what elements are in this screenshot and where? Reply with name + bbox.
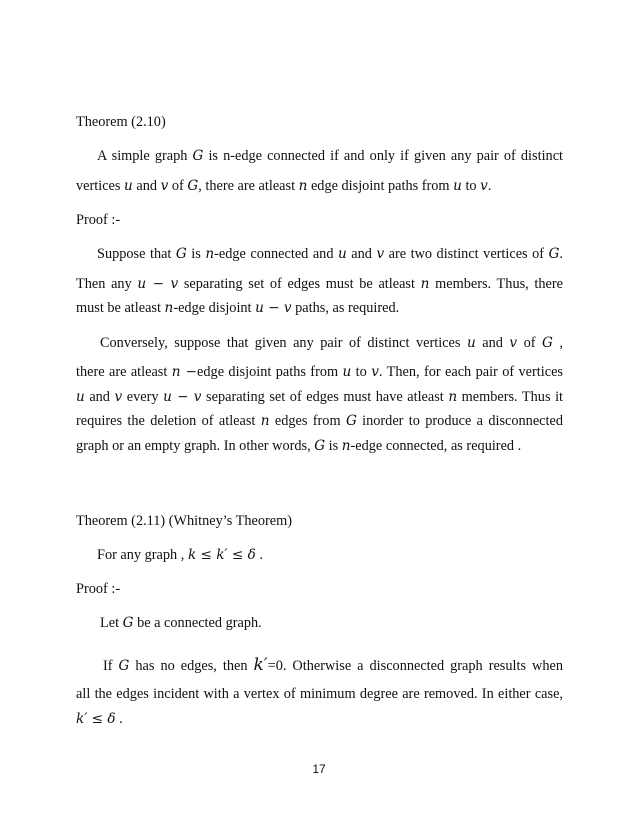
math-symbol: v — [376, 246, 385, 262]
proof-1-line-7 — [76, 412, 563, 430]
math-symbol: G — [187, 178, 199, 194]
text-run: vertices — [76, 178, 125, 194]
text-run: Let — [100, 615, 123, 631]
text-run: of — [168, 178, 188, 194]
text-run: and — [132, 178, 161, 194]
proof-2-line-3 — [76, 685, 563, 703]
text-run: members. Thus it — [457, 389, 564, 405]
theorem-2-11-heading — [76, 512, 563, 530]
math-symbol: n − — [171, 364, 198, 380]
text-run: there are atleast — [76, 364, 172, 380]
math-symbol: u — [124, 178, 133, 194]
text-run: must be atleast — [76, 300, 165, 316]
text-run: edge disjoint paths from — [307, 178, 454, 194]
text-run: If — [103, 658, 119, 674]
proof-2-line-2 — [103, 656, 563, 675]
proof-1-heading — [76, 211, 563, 229]
math-symbol: u — [466, 335, 476, 351]
text-run: , there are atleast — [198, 178, 299, 194]
text-run: to — [461, 178, 481, 194]
text-run: all the edges incident with a vertex of minimum degree are removed. In either case, — [76, 686, 563, 702]
math-symbol: n — [164, 300, 174, 316]
text-run: Theorem (2.10) — [76, 114, 166, 130]
proof-1-line-4 — [100, 334, 563, 352]
text-run: paths, as required. — [291, 300, 400, 316]
text-run: separating set of edges must be atleast — [178, 276, 421, 292]
text-run: . Then, for each pair of vertices — [378, 364, 563, 380]
math-symbol: v — [371, 364, 379, 380]
text-run: and — [84, 389, 115, 405]
math-symbol: v — [480, 178, 488, 194]
text-run: . — [115, 711, 123, 727]
math-symbol: u − v — [137, 276, 179, 292]
math-symbol: v — [160, 178, 169, 194]
proof-1-line-1 — [97, 245, 563, 263]
math-symbol: v — [114, 389, 123, 405]
text-run: are two distinct vertices of — [384, 246, 549, 262]
proof-1-line-2 — [76, 275, 563, 293]
text-run: is — [325, 438, 342, 454]
text-run: . — [255, 547, 263, 563]
text-run: and — [346, 246, 377, 262]
math-symbol: G — [192, 148, 204, 164]
text-run: Suppose that — [97, 246, 176, 262]
math-symbol: n — [298, 178, 308, 194]
proof-1-line-8 — [76, 437, 563, 455]
math-symbol: u — [453, 178, 462, 194]
math-symbol: G — [548, 246, 560, 262]
text-run: Proof :- — [76, 212, 121, 228]
text-run: Theorem (2.11) (Whitney’s Theorem) — [76, 513, 292, 529]
math-symbol: n — [420, 276, 430, 292]
math-symbol: n — [448, 389, 458, 405]
text-run: Then any — [76, 276, 138, 292]
math-symbol: u — [76, 389, 85, 405]
page-number: 17 — [312, 762, 326, 776]
text-run: edges from — [269, 413, 346, 429]
math-symbol: G — [175, 246, 187, 262]
text-run: inorder to produce a disconnected — [356, 413, 563, 429]
math-symbol: G — [122, 615, 134, 631]
text-run: -edge disjoint — [173, 300, 256, 316]
text-run: , — [552, 335, 563, 351]
proof-1-line-6 — [76, 388, 563, 406]
theorem-2-10-line-1 — [97, 147, 563, 165]
proof-1-line-3 — [76, 299, 563, 317]
text-run: is n-edge connected if and only if given any pair of distinct — [203, 148, 564, 164]
text-run: -edge connected and — [214, 246, 338, 262]
text-run: of — [517, 335, 543, 351]
text-run: =0. Otherwise a disconnected graph results when — [267, 658, 563, 674]
math-symbol: u — [342, 364, 352, 380]
text-run: . — [559, 246, 563, 262]
text-run: Conversely, suppose that given any pair of distinct vertices — [100, 335, 467, 351]
text-run: and — [475, 335, 510, 351]
text-run: -edge connected, as required . — [350, 438, 522, 454]
text-run: requires the deletion of atleast — [76, 413, 261, 429]
text-run: edge disjoint paths from — [197, 364, 343, 380]
text-run: separating set of edges must have atleast — [201, 389, 449, 405]
theorem-2-10-heading — [76, 113, 563, 131]
proof-1-line-5 — [76, 363, 563, 381]
theorem-2-11-statement — [97, 546, 563, 564]
text-run: be a connected graph. — [133, 615, 262, 631]
text-run: . — [487, 178, 492, 194]
math-symbol: v — [509, 335, 518, 351]
text-run: For any graph , — [97, 547, 188, 563]
theorem-2-10-line-2 — [76, 177, 563, 195]
math-symbol: u − v — [163, 389, 202, 405]
math-symbol: n — [260, 413, 270, 429]
math-symbol: u — [338, 246, 347, 262]
math-symbol: G — [542, 335, 553, 351]
math-symbol: G — [345, 413, 357, 429]
text-run: Proof :- — [76, 581, 121, 597]
math-symbol: k′ ≤ δ — [76, 711, 116, 727]
math-symbol: n — [341, 438, 351, 454]
text-run: every — [122, 389, 164, 405]
text-run: A simple graph — [97, 148, 193, 164]
proof-2-line-1 — [100, 614, 563, 632]
text-run: graph or an empty graph. In other words, — [76, 438, 315, 454]
text-run: to — [351, 364, 372, 380]
text-run: members. Thus, there — [429, 276, 564, 292]
math-symbol: G — [314, 438, 326, 454]
math-symbol: k ≤ k′ ≤ δ — [187, 547, 256, 563]
text-run: has no edges, then — [129, 658, 254, 674]
math-symbol: k′ — [253, 655, 268, 675]
text-run: is — [186, 246, 206, 262]
proof-2-heading — [76, 580, 563, 598]
math-symbol: u − v — [255, 300, 292, 316]
math-symbol: G — [118, 658, 130, 674]
math-symbol: n — [205, 246, 215, 262]
proof-2-line-4 — [76, 710, 563, 728]
